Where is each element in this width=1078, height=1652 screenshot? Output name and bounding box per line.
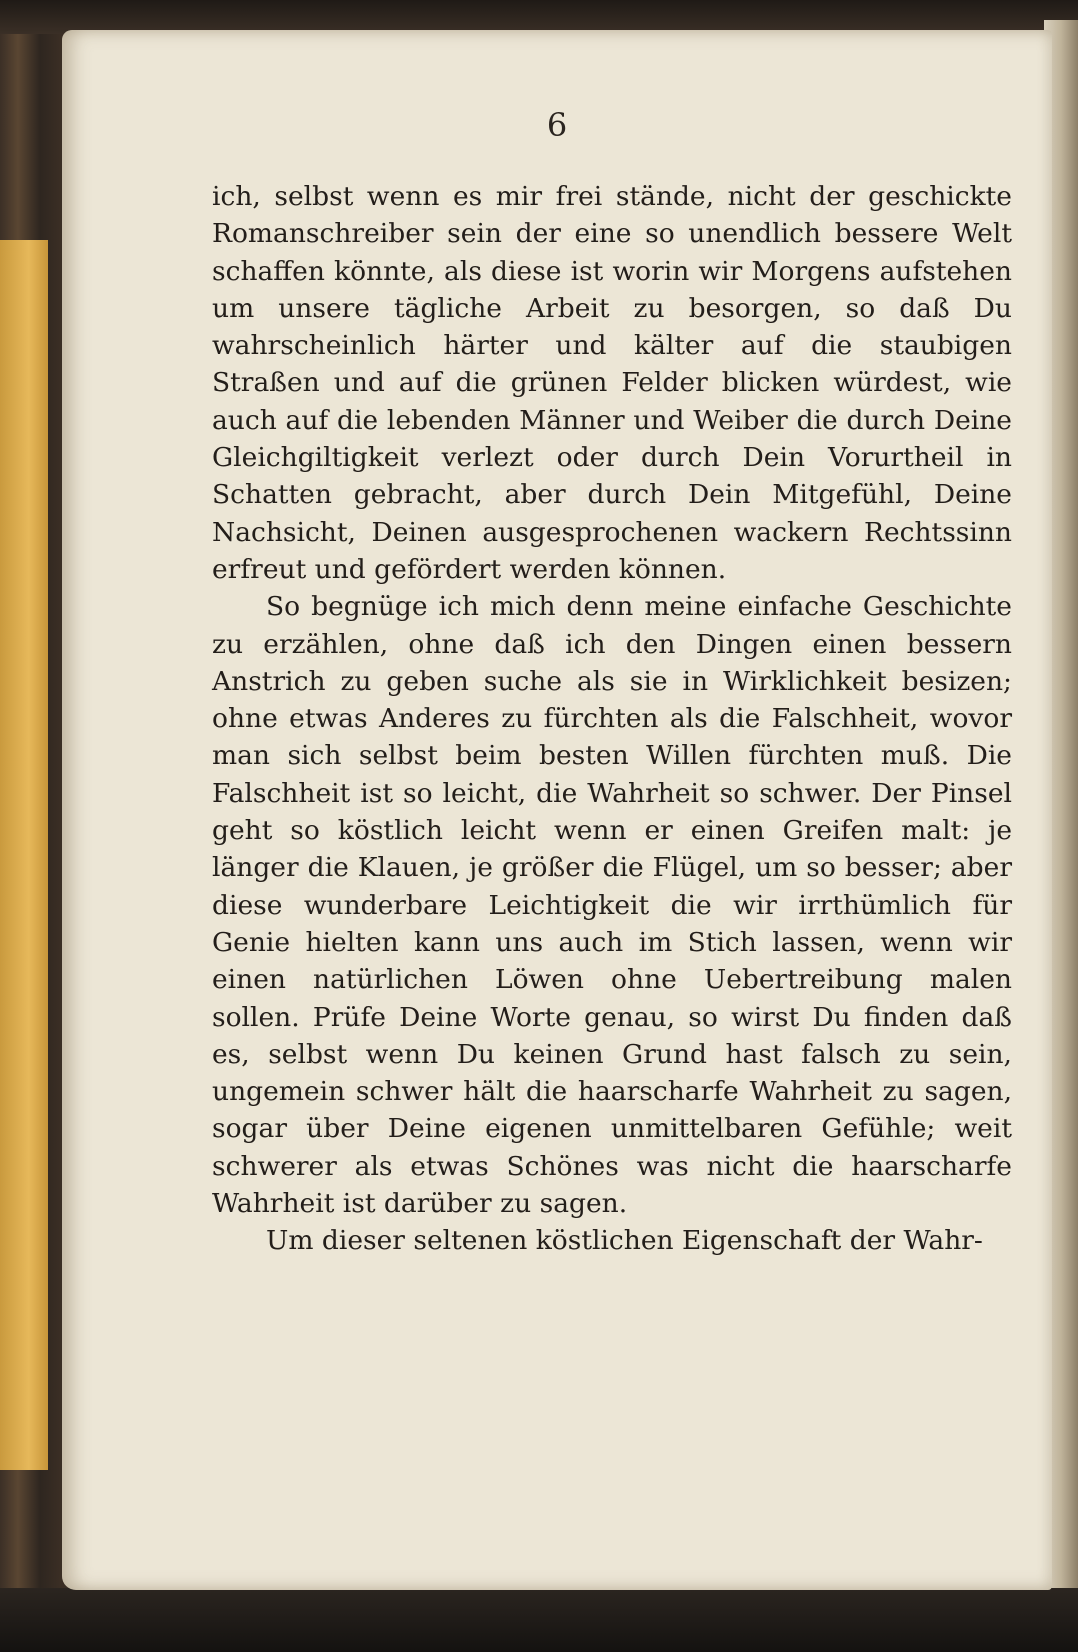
paragraph-2: So begnüge ich mich denn meine einfache Geschichte zu erzählen, ohne daß ich den Dingen einen bessern Anstrich zu geben suche als sie in Wirklichkeit besizen; ohne etwas Anderes zu fürchten als die Falschheit, wovor man sich selbst beim besten Willen fürchten muß. Die Falschheit ist so leicht, die Wahrheit so schwer. Der Pinsel geht so köstlich leicht wenn er einen Greifen malt: je länger die Klauen, je größer die Flügel, um so besser; aber diese wunderbare Leichtigkeit die wir irrthümlich für Genie hielten kann uns auch im Stich lassen, wenn wir einen natürlichen Löwen ohne Uebertreibung malen sollen. Prüfe Deine Worte genau, so wirst Du finden daß es, selbst wenn Du keinen Grund hast falsch zu sein, ungemein schwer hält die haarscharfe Wahrheit zu sagen, sogar über Deine eigenen unmittelbaren Gefühle; weit schwerer als etwas Schönes was nicht die haarscharfe Wahrheit ist darüber zu sagen. [212, 591, 1012, 1220]
paragraph-1: ich, selbst wenn es mir frei stände, nicht der geschickte Romanschreiber sein der eine so unendlich bessere Welt schaffen könnte, als diese ist worin wir Morgens aufstehen um unsere tägliche Arbeit zu besorgen, so daß Du wahrscheinlich härter und kälter auf die staubigen Straßen und auf die grünen Felder blicken würdest, wie auch auf die lebenden Männer und Weiber die durch Deine Gleichgiltigkeit verlezt oder durch Dein Vorurtheil in Schatten gebracht, aber durch Dein Mitgefühl, Deine Nachsicht, Deinen ausgesprochenen wackern Rechtssinn erfreut und gefördert werden können. [212, 181, 1012, 585]
page-number: 6 [546, 106, 568, 144]
book-top-edge [0, 0, 1078, 34]
paragraph-3: Um dieser seltenen köstlichen Eigenschaft der Wahr- [266, 1225, 983, 1257]
book-page [62, 30, 1052, 1590]
book-bottom-edge [0, 1588, 1078, 1652]
page-text [212, 178, 1012, 1260]
book-spine-strip [0, 240, 48, 1470]
